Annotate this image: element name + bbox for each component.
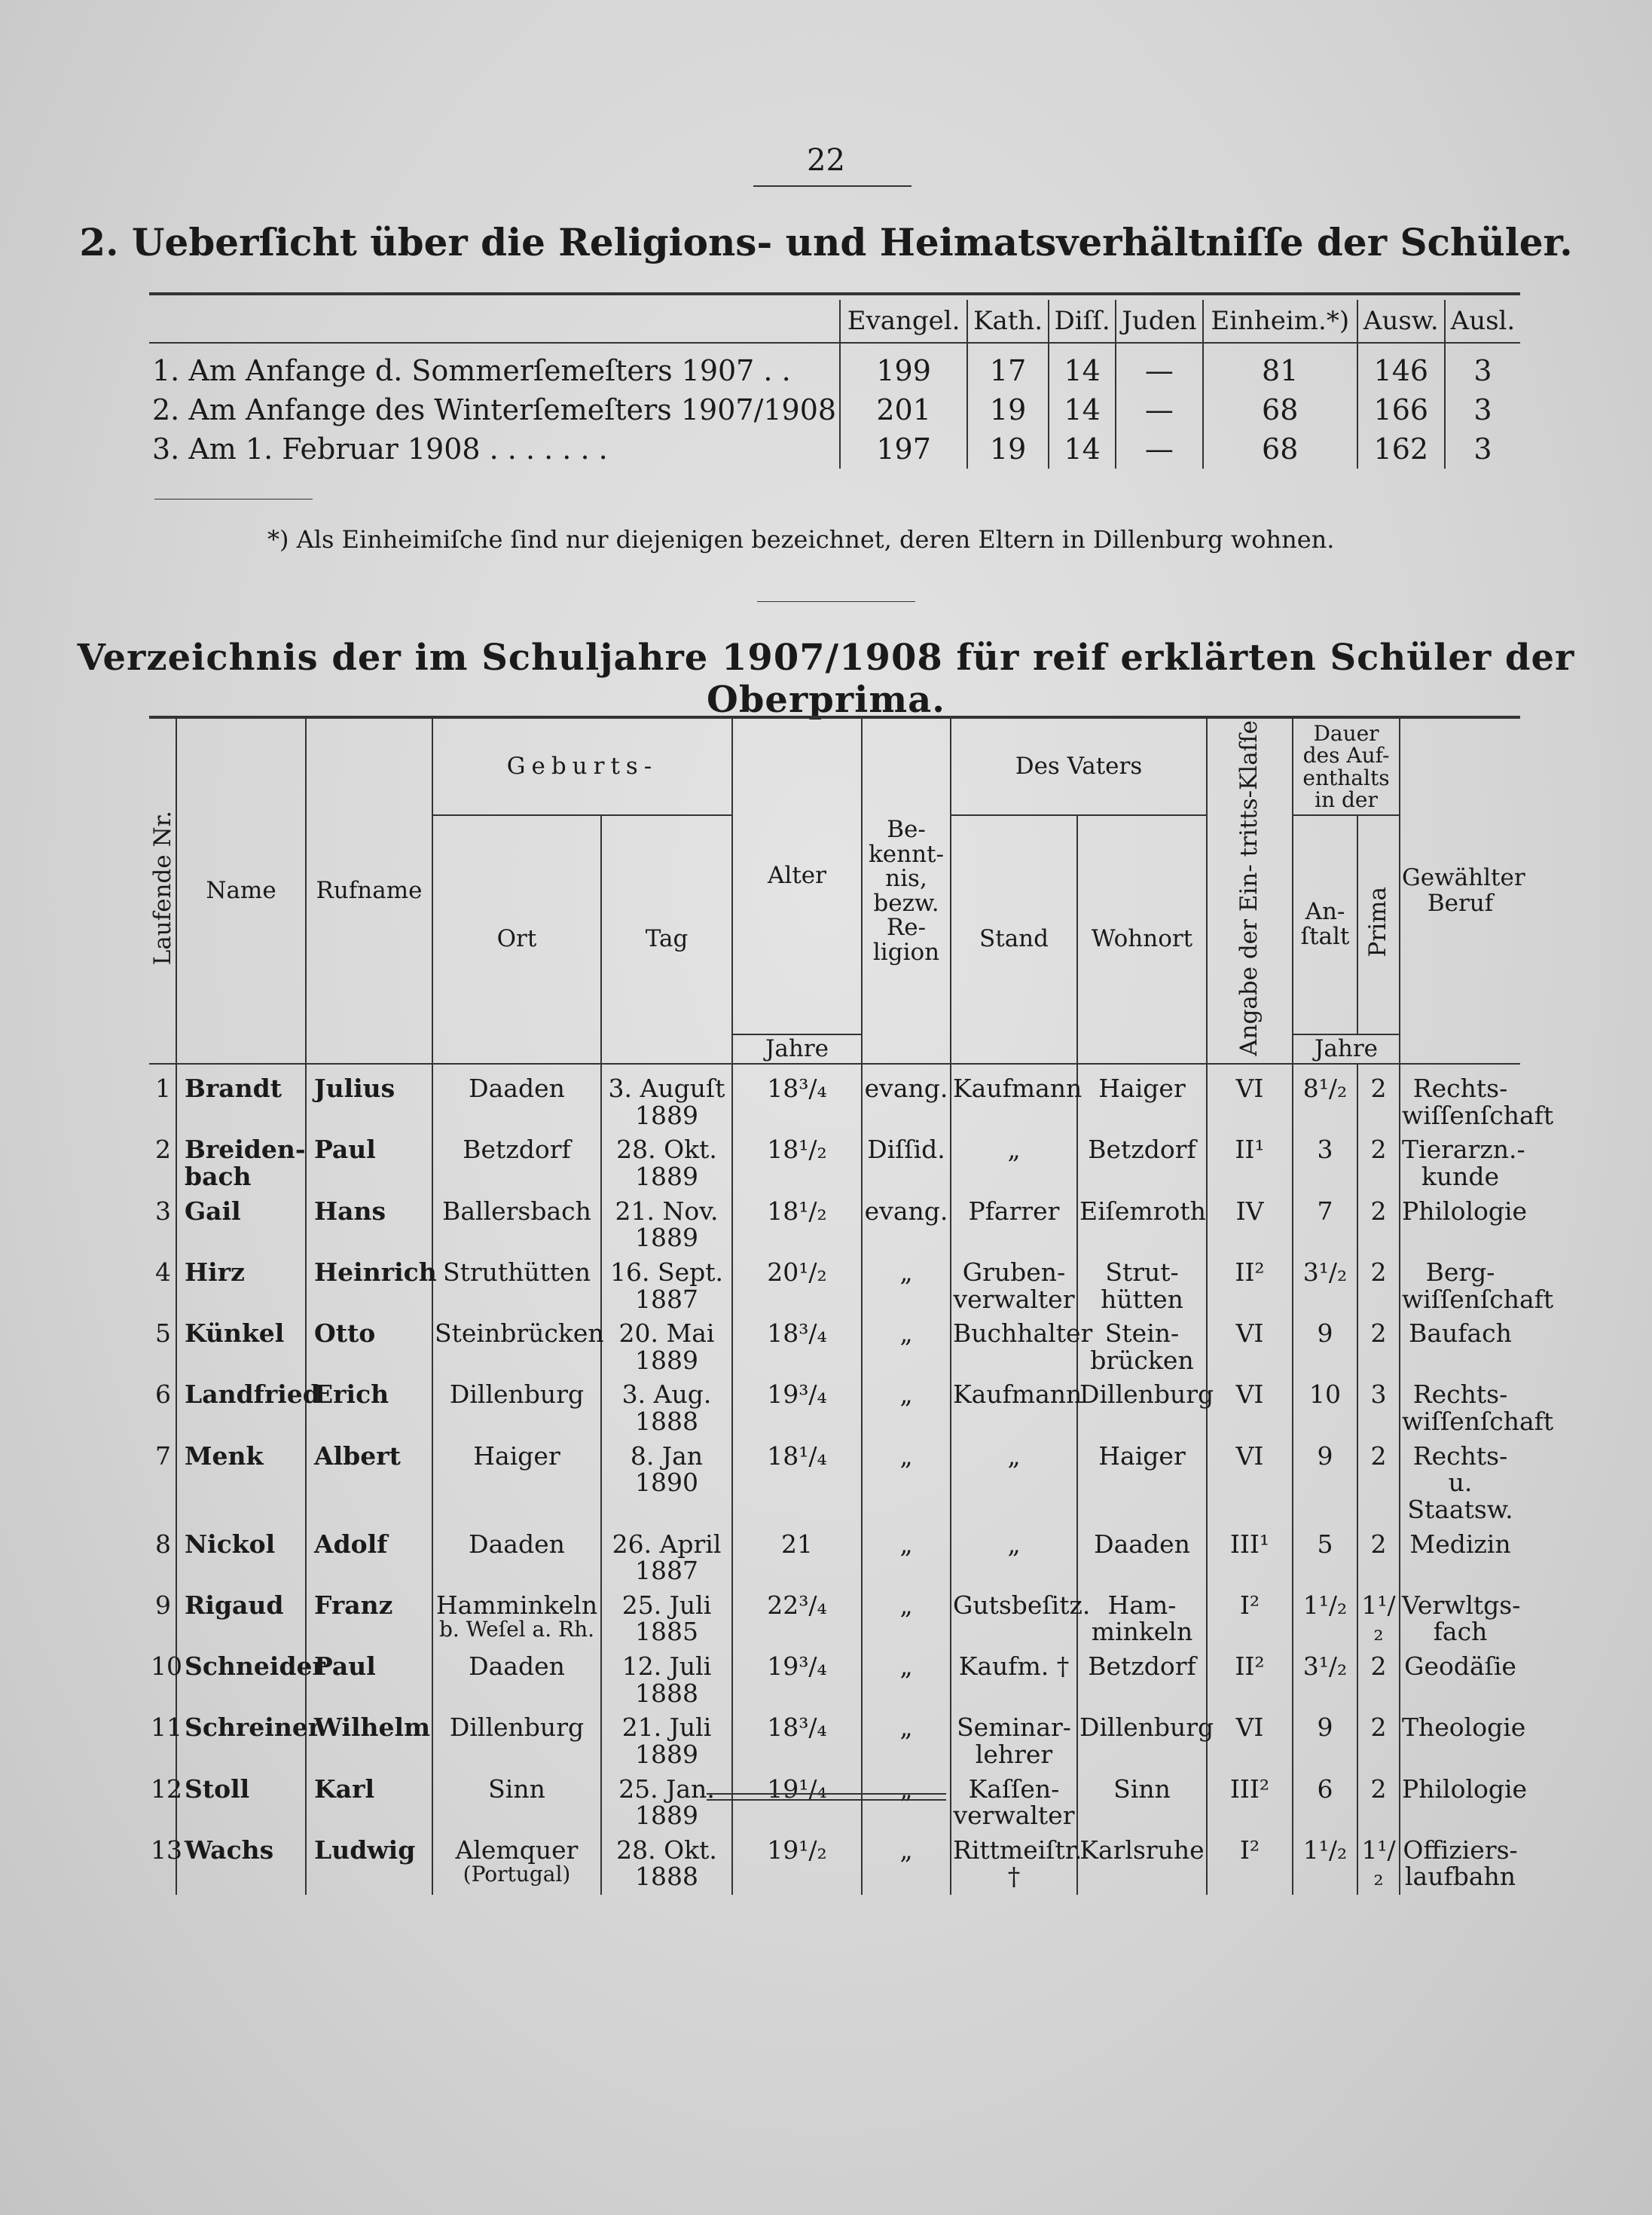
student-rufname: Hans — [306, 1195, 432, 1256]
cell: 17 — [967, 343, 1049, 390]
student-ort — [432, 1834, 601, 1895]
student-nr: 5 — [149, 1317, 176, 1378]
student-tag: 20. Mai 1889 — [601, 1317, 732, 1378]
student-alter: 18³/₄ — [732, 1064, 862, 1133]
student-alter: 18³/₄ — [732, 1317, 862, 1378]
student-klasse: VI — [1207, 1440, 1293, 1528]
student-bekenntnis: Diſſid. — [862, 1133, 951, 1194]
student-name: Landfried — [176, 1378, 306, 1439]
table-row — [149, 1711, 1520, 1772]
cell: — — [1116, 390, 1203, 429]
header-laufende-nr: Laufende Nr. — [149, 717, 176, 1064]
student-name: Hirz — [176, 1256, 306, 1317]
student-rufname: Heinrich — [306, 1256, 432, 1317]
student-prima: 2 — [1357, 1256, 1400, 1317]
student-anstalt: 5 — [1293, 1528, 1357, 1589]
student-ort: Betzdorf — [432, 1133, 601, 1194]
section-divider — [757, 601, 915, 602]
student-tag: 12. Juli 1888 — [601, 1650, 732, 1711]
student-anstalt: 9 — [1293, 1711, 1357, 1772]
student-anstalt: 1¹/₂ — [1293, 1589, 1357, 1650]
student-tag: 26. April 1887 — [601, 1528, 732, 1589]
cell: 3 — [1445, 429, 1520, 469]
student-rufname: Karl — [306, 1773, 432, 1834]
student-bekenntnis: „ — [862, 1711, 951, 1772]
table-row — [149, 1256, 1520, 1317]
student-nr: 1 — [149, 1064, 176, 1133]
student-stand: Gruben- verwalter — [951, 1256, 1077, 1317]
cell: 14 — [1049, 343, 1116, 390]
section1-title: 2. Ueberſicht über die Religions- und Heimatsverhältniſſe der Schüler. — [79, 220, 1573, 264]
header-eintrittsklasse: Angabe der Ein- tritts-Klaſſe — [1207, 717, 1293, 1064]
student-stand: Kaufmann — [951, 1378, 1077, 1439]
student-nr: 6 — [149, 1378, 176, 1439]
student-rufname: Julius — [306, 1064, 432, 1133]
student-wohnort: Eiſemroth — [1077, 1195, 1207, 1256]
row-label: 2. Am Anfange des Winterſemeſters 1907/1908 — [152, 393, 837, 426]
col-header-juden: Juden — [1116, 300, 1203, 343]
table-row — [149, 390, 1520, 429]
student-tag: 28. Okt. 1889 — [601, 1133, 732, 1194]
student-rufname: Adolf — [306, 1528, 432, 1589]
header-tag: Tag — [601, 815, 732, 1064]
student-alter: 18¹/₄ — [732, 1440, 862, 1528]
student-beruf: Geodäſie — [1400, 1650, 1520, 1711]
closing-rule — [707, 1793, 946, 1795]
student-tag: 25. Juli 1885 — [601, 1589, 732, 1650]
student-tag: 21. Nov. 1889 — [601, 1195, 732, 1256]
student-wohnort: Daaden — [1077, 1528, 1207, 1589]
student-klasse: VI — [1207, 1064, 1293, 1133]
student-name: Brandt — [176, 1064, 306, 1133]
table-row — [149, 1773, 1520, 1834]
student-prima: 2 — [1357, 1773, 1400, 1834]
student-alter: 19³/₄ — [732, 1378, 862, 1439]
student-beruf: Offiziers- laufbahn — [1400, 1834, 1520, 1895]
student-wohnort: Karlsruhe — [1077, 1834, 1207, 1895]
student-prima: 2 — [1357, 1317, 1400, 1378]
student-klasse: II² — [1207, 1650, 1293, 1711]
table-row — [149, 1195, 1520, 1256]
student-ort: Haiger — [432, 1440, 601, 1528]
student-anstalt: 9 — [1293, 1317, 1357, 1378]
cell: 19 — [967, 429, 1049, 469]
student-anstalt: 8¹/₂ — [1293, 1064, 1357, 1133]
student-ort-detail: (Portugal) — [463, 1862, 571, 1887]
student-nr: 9 — [149, 1589, 176, 1650]
cell: 201 — [840, 390, 967, 429]
student-bekenntnis: evang. — [862, 1195, 951, 1256]
student-name: Schneider — [176, 1650, 306, 1711]
student-beruf: Rechts- wiſſenſchaft — [1400, 1378, 1520, 1439]
student-ort-detail: b. Weſel a. Rh. — [438, 1617, 595, 1642]
student-bekenntnis: „ — [862, 1650, 951, 1711]
table-row — [149, 1834, 1520, 1895]
student-bekenntnis: „ — [862, 1589, 951, 1650]
student-alter: 22³/₄ — [732, 1589, 862, 1650]
student-wohnort: Betzdorf — [1077, 1133, 1207, 1194]
student-stand: Seminar- lehrer — [951, 1711, 1077, 1772]
student-name: Stoll — [176, 1773, 306, 1834]
table-row — [149, 1650, 1520, 1711]
student-wohnort: Strut- hütten — [1077, 1256, 1207, 1317]
section1-top-rule — [149, 292, 1520, 295]
student-nr: 4 — [149, 1256, 176, 1317]
header-alter-jahre: Jahre — [732, 1034, 862, 1064]
header-name: Name — [176, 717, 306, 1064]
section2-title: Verzeichnis der im Schuljahre 1907/1908 für reif erklärten Schüler der Oberprima. — [77, 637, 1575, 721]
footnote: *) Als Einheimiſche ſind nur diejenigen bezeichnet, deren Eltern in Dillenburg wohnen. — [267, 525, 1335, 554]
student-ort: Daaden — [432, 1650, 601, 1711]
student-name: Schreiner — [176, 1711, 306, 1772]
student-prima: 2 — [1357, 1133, 1400, 1194]
student-beruf: Medizin — [1400, 1528, 1520, 1589]
student-prima: 2 — [1357, 1650, 1400, 1711]
student-anstalt: 3 — [1293, 1133, 1357, 1194]
table-row — [149, 429, 1520, 469]
header-des-vaters: Des Vaters — [951, 717, 1207, 815]
table-row — [149, 1528, 1520, 1589]
student-anstalt: 3¹/₂ — [1293, 1256, 1357, 1317]
student-name: Wachs — [176, 1834, 306, 1895]
student-stand: Gutsbeſitz. — [951, 1589, 1077, 1650]
page-number-rule — [753, 185, 912, 187]
student-nr: 7 — [149, 1440, 176, 1528]
student-rufname: Albert — [306, 1440, 432, 1528]
student-alter: 20¹/₂ — [732, 1256, 862, 1317]
student-prima: 2 — [1357, 1195, 1400, 1256]
student-klasse: IV — [1207, 1195, 1293, 1256]
cell: 3 — [1445, 343, 1520, 390]
student-ort: Dillenburg — [432, 1711, 601, 1772]
student-bekenntnis: „ — [862, 1834, 951, 1895]
closing-rule-double — [707, 1799, 946, 1801]
student-beruf: Berg- wiſſenſchaft — [1400, 1256, 1520, 1317]
cell: 199 — [840, 343, 967, 390]
student-anstalt: 3¹/₂ — [1293, 1650, 1357, 1711]
student-stand: Kaufmann — [951, 1064, 1077, 1133]
student-beruf: Rechts- u. Staatsw. — [1400, 1440, 1520, 1528]
student-tag: 3. Auguſt 1889 — [601, 1064, 732, 1133]
student-bekenntnis: „ — [862, 1773, 951, 1834]
table-row — [149, 1589, 1520, 1650]
student-alter: 19³/₄ — [732, 1650, 862, 1711]
student-prima: 2 — [1357, 1528, 1400, 1589]
student-klasse: VI — [1207, 1378, 1293, 1439]
student-name: Breiden- bach — [176, 1133, 306, 1194]
student-tag: 8. Jan 1890 — [601, 1440, 732, 1528]
col-header-ausw: Ausw. — [1357, 300, 1445, 343]
header-beruf: Gewählter Beruf — [1400, 717, 1520, 1064]
header-dauer-jahre: Jahre — [1293, 1034, 1400, 1064]
cell: 68 — [1203, 390, 1357, 429]
student-klasse: VI — [1207, 1711, 1293, 1772]
student-tag: 25. Jan. 1889 — [601, 1773, 732, 1834]
student-beruf: Baufach — [1400, 1317, 1520, 1378]
student-ort: Ballersbach — [432, 1195, 601, 1256]
student-alter: 18¹/₂ — [732, 1133, 862, 1194]
table-row — [149, 1440, 1520, 1528]
religion-table — [149, 300, 1520, 469]
student-name: Menk — [176, 1440, 306, 1528]
student-anstalt: 10 — [1293, 1378, 1357, 1439]
student-klasse: II² — [1207, 1256, 1293, 1317]
student-bekenntnis: „ — [862, 1378, 951, 1439]
student-anstalt: 9 — [1293, 1440, 1357, 1528]
student-prima: 1¹/₂ — [1357, 1834, 1400, 1895]
header-rufname: Rufname — [306, 717, 432, 1064]
student-wohnort: Dillenburg — [1077, 1378, 1207, 1439]
student-stand: „ — [951, 1440, 1077, 1528]
student-rufname: Otto — [306, 1317, 432, 1378]
student-ort: Dillenburg — [432, 1378, 601, 1439]
student-ort: Daaden — [432, 1064, 601, 1133]
student-beruf: Philologie — [1400, 1773, 1520, 1834]
student-prima: 1¹/₂ — [1357, 1589, 1400, 1650]
student-wohnort: Betzdorf — [1077, 1650, 1207, 1711]
cell: — — [1116, 429, 1203, 469]
cell: 197 — [840, 429, 967, 469]
header-bekenntnis: Be- kennt- nis, bezw. Re- ligion — [862, 717, 951, 1064]
religion-table-corner — [149, 300, 840, 343]
student-stand: „ — [951, 1528, 1077, 1589]
student-name: Künkel — [176, 1317, 306, 1378]
col-header-diss: Diſſ. — [1049, 300, 1116, 343]
student-beruf: Verwltgs- fach — [1400, 1589, 1520, 1650]
student-anstalt: 1¹/₂ — [1293, 1834, 1357, 1895]
student-nr: 8 — [149, 1528, 176, 1589]
student-wohnort: Haiger — [1077, 1064, 1207, 1133]
student-klasse: I² — [1207, 1834, 1293, 1895]
cell: 146 — [1357, 343, 1445, 390]
student-rufname: Paul — [306, 1650, 432, 1711]
student-alter: 21 — [732, 1528, 862, 1589]
student-wohnort: Dillenburg — [1077, 1711, 1207, 1772]
student-wohnort: Haiger — [1077, 1440, 1207, 1528]
student-stand: Pfarrer — [951, 1195, 1077, 1256]
student-stand: Rittmeiſtr. † — [951, 1834, 1077, 1895]
student-alter: 18¹/₂ — [732, 1195, 862, 1256]
student-bekenntnis: „ — [862, 1440, 951, 1528]
student-stand: „ — [951, 1133, 1077, 1194]
student-anstalt: 6 — [1293, 1773, 1357, 1834]
student-nr: 12 — [149, 1773, 176, 1834]
col-header-einheim: Einheim.*) — [1203, 300, 1357, 343]
cell: 3 — [1445, 390, 1520, 429]
student-rufname: Erich — [306, 1378, 432, 1439]
student-ort-line: Hamminkeln — [435, 1590, 598, 1620]
student-ort: Steinbrücken — [432, 1317, 601, 1378]
page-number: 22 — [807, 143, 845, 178]
row-label: 1. Am Anfange d. Sommerſemeſters 1907 . . — [152, 354, 791, 387]
table-row — [149, 1064, 1520, 1133]
student-tag: 16. Sept. 1887 — [601, 1256, 732, 1317]
student-tag: 3. Aug. 1888 — [601, 1378, 732, 1439]
table-row — [149, 1317, 1520, 1378]
student-wohnort: Stein- brücken — [1077, 1317, 1207, 1378]
col-header-kath: Kath. — [967, 300, 1049, 343]
student-alter: 19¹/₂ — [732, 1834, 862, 1895]
student-prima: 2 — [1357, 1064, 1400, 1133]
student-ort: Struthütten — [432, 1256, 601, 1317]
footnote-rule — [154, 499, 313, 500]
student-rufname: Paul — [306, 1133, 432, 1194]
student-klasse: II¹ — [1207, 1133, 1293, 1194]
student-wohnort: Sinn — [1077, 1773, 1207, 1834]
student-prima: 2 — [1357, 1440, 1400, 1528]
student-nr: 11 — [149, 1711, 176, 1772]
row-label: 3. Am 1. Februar 1908 . . . . . . . — [152, 432, 608, 466]
student-stand: Kaufm. † — [951, 1650, 1077, 1711]
student-ort: Daaden — [432, 1528, 601, 1589]
graduates-table — [149, 716, 1554, 1895]
student-nr: 3 — [149, 1195, 176, 1256]
student-klasse: III² — [1207, 1773, 1293, 1834]
student-nr: 10 — [149, 1650, 176, 1711]
header-geburts: Geburts- — [432, 717, 732, 815]
cell: 81 — [1203, 343, 1357, 390]
student-rufname: Ludwig — [306, 1834, 432, 1895]
student-name: Rigaud — [176, 1589, 306, 1650]
student-anstalt: 7 — [1293, 1195, 1357, 1256]
student-wohnort: Ham- minkeln — [1077, 1589, 1207, 1650]
student-tag: 21. Juli 1889 — [601, 1711, 732, 1772]
student-rufname: Wilhelm — [306, 1711, 432, 1772]
student-alter: 18³/₄ — [732, 1711, 862, 1772]
header-anstalt: An- ſtalt — [1293, 815, 1357, 1034]
student-rufname: Franz — [306, 1589, 432, 1650]
student-stand: Buchhalter — [951, 1317, 1077, 1378]
student-ort-line: Alemquer — [455, 1835, 579, 1865]
student-bekenntnis: „ — [862, 1317, 951, 1378]
student-klasse: VI — [1207, 1317, 1293, 1378]
student-beruf: Rechts- wiſſenſchaft — [1400, 1064, 1520, 1133]
student-beruf: Tierarzn.- kunde — [1400, 1133, 1520, 1194]
student-beruf: Theologie — [1400, 1711, 1520, 1772]
cell: 166 — [1357, 390, 1445, 429]
col-header-evangel: Evangel. — [840, 300, 967, 343]
student-bekenntnis: „ — [862, 1256, 951, 1317]
student-nr: 2 — [149, 1133, 176, 1194]
header-alter: Alter — [732, 717, 862, 1034]
table-row — [149, 1133, 1520, 1194]
student-tag: 28. Okt. 1888 — [601, 1834, 732, 1895]
student-name: Gail — [176, 1195, 306, 1256]
student-prima: 3 — [1357, 1378, 1400, 1439]
cell: 14 — [1049, 390, 1116, 429]
student-stand: Kaſſen- verwalter — [951, 1773, 1077, 1834]
student-alter: 19¹/₄ — [732, 1773, 862, 1834]
student-ort — [432, 1589, 601, 1650]
student-bekenntnis: evang. — [862, 1064, 951, 1133]
header-wohnort: Wohnort — [1077, 815, 1207, 1064]
col-header-ausl: Ausl. — [1445, 300, 1520, 343]
cell: 68 — [1203, 429, 1357, 469]
student-beruf: Philologie — [1400, 1195, 1520, 1256]
header-prima: Prima — [1357, 815, 1400, 1034]
cell: — — [1116, 343, 1203, 390]
student-ort: Sinn — [432, 1773, 601, 1834]
cell: 14 — [1049, 429, 1116, 469]
student-klasse: III¹ — [1207, 1528, 1293, 1589]
header-stand: Stand — [951, 815, 1077, 1064]
header-dauer: Dauer des Auf- enthalts in der — [1293, 717, 1400, 815]
cell: 162 — [1357, 429, 1445, 469]
student-name: Nickol — [176, 1528, 306, 1589]
student-bekenntnis: „ — [862, 1528, 951, 1589]
student-klasse: I² — [1207, 1589, 1293, 1650]
table-row — [149, 1378, 1520, 1439]
header-ort: Ort — [432, 815, 601, 1064]
student-nr: 13 — [149, 1834, 176, 1895]
student-prima: 2 — [1357, 1711, 1400, 1772]
table-row — [149, 343, 1520, 390]
cell: 19 — [967, 390, 1049, 429]
